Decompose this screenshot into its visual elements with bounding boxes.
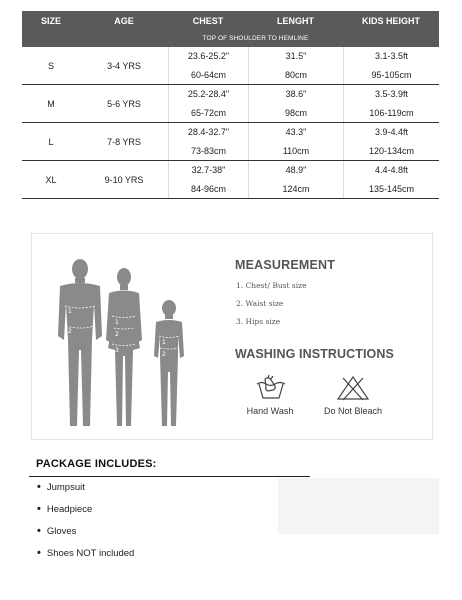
package-item-label: Shoes NOT included [46,548,135,559]
header-chest: CHEST [192,15,224,26]
figure-label: 1 [68,308,72,315]
figure-label: 2 [68,328,72,335]
chest-cm: 60-64cm [190,69,226,80]
chest-cell [168,85,248,122]
size-cell: M [47,98,55,109]
table-row [22,47,439,85]
measurement-item: 2. Waist size [236,299,284,308]
length-cm: 80cm [284,69,307,80]
measurement-panel [31,233,433,440]
header-size: SIZE [40,15,61,26]
package-title: PACKAGE INCLUDES: [36,458,157,470]
chest-cm: 84-96cm [190,183,226,194]
measurement-title: MEASUREMENT [235,258,336,272]
height-cell [343,47,439,84]
table-header-row [22,11,439,30]
age-cell: 7-8 YRS [107,136,141,147]
bullet-icon: • [37,503,41,515]
height-cm: 135-145cm [368,183,415,194]
package-shade-panel [278,478,439,534]
length-cm: 124cm [282,183,310,194]
washing-title: WASHING INSTRUCTIONS [235,347,394,361]
height-cm: 95-105cm [371,69,412,80]
height-cm: 106-119cm [369,107,414,118]
table-row [22,85,439,123]
length-cell [248,161,343,198]
length-inches: 31.5" [285,51,307,62]
body-figures-illustration [38,244,226,436]
length-cm: 98cm [284,107,307,118]
header-length: LENGHT [277,15,314,26]
chest-cm: 73-83cm [190,145,226,156]
size-cell: L [48,136,54,147]
length-cell [248,123,343,160]
height-feet: 4.4-4.8ft [374,165,409,176]
table-row [22,123,439,161]
chest-inches: 25.2-28.4" [187,89,230,100]
chest-cell [168,123,248,160]
hand-wash-icon [251,374,291,402]
height-cm: 120-134cm [368,145,415,156]
measurement-item: 3. Hips size [236,317,281,326]
figure-label: 1 [115,319,119,326]
list-item [37,504,92,515]
height-feet: 3.1-3.5ft [374,51,409,62]
length-inches: 43.3" [285,127,307,138]
bullet-icon: • [37,547,41,559]
header-age: AGE [114,15,134,26]
chest-cell [168,47,248,84]
header-kids-height: KIDS HEIGHT [361,15,420,26]
size-chart-table [22,11,439,199]
package-item-label: Jumpsuit [46,482,85,493]
do-not-bleach-label: Do Not Bleach [323,406,383,416]
chest-cm: 65-72cm [190,107,226,118]
chest-inches: 23.6-25.2" [187,51,230,62]
length-inches: 38.6" [285,89,307,100]
body-figures-icon [38,244,226,436]
measurement-item: 1. Chest/ Bust size [236,281,307,290]
size-cell: XL [45,174,57,185]
list-item [37,482,85,493]
bullet-icon: • [37,525,41,537]
size-cell: S [47,60,54,71]
height-feet: 3.5-3.9ft [374,89,409,100]
package-item-label: Gloves [46,526,77,537]
package-divider [29,476,310,477]
chest-inches: 28.4-32.7" [187,127,230,138]
length-cell [248,85,343,122]
bullet-icon: • [37,481,41,493]
age-cell: 5-6 YRS [107,98,141,109]
height-cell [343,123,439,160]
table-subheader-row [22,30,439,47]
length-cm: 110cm [282,145,310,156]
list-item [37,548,134,559]
figure-label: 1 [162,339,166,346]
chest-cell [168,161,248,198]
figure-label: 2 [162,351,166,358]
list-item [37,526,76,537]
height-feet: 3.9-4.4ft [374,127,409,138]
age-cell: 3-4 YRS [107,60,141,71]
chest-inches: 32.7-38" [191,165,226,176]
table-row [22,161,439,199]
height-cell [343,161,439,198]
figure-label: 2 [115,331,119,338]
do-not-bleach-icon [333,374,373,402]
length-cell [248,47,343,84]
length-inches: 48.9" [285,165,307,176]
hand-wash-label: Hand Wash [246,406,294,416]
package-item-label: Headpiece [46,504,93,515]
figure-label: 3 [115,347,119,354]
length-subheader: TOP OF SHOULDER TO HEMLINE [202,35,309,42]
height-cell [343,85,439,122]
age-cell: 9-10 YRS [104,174,144,185]
